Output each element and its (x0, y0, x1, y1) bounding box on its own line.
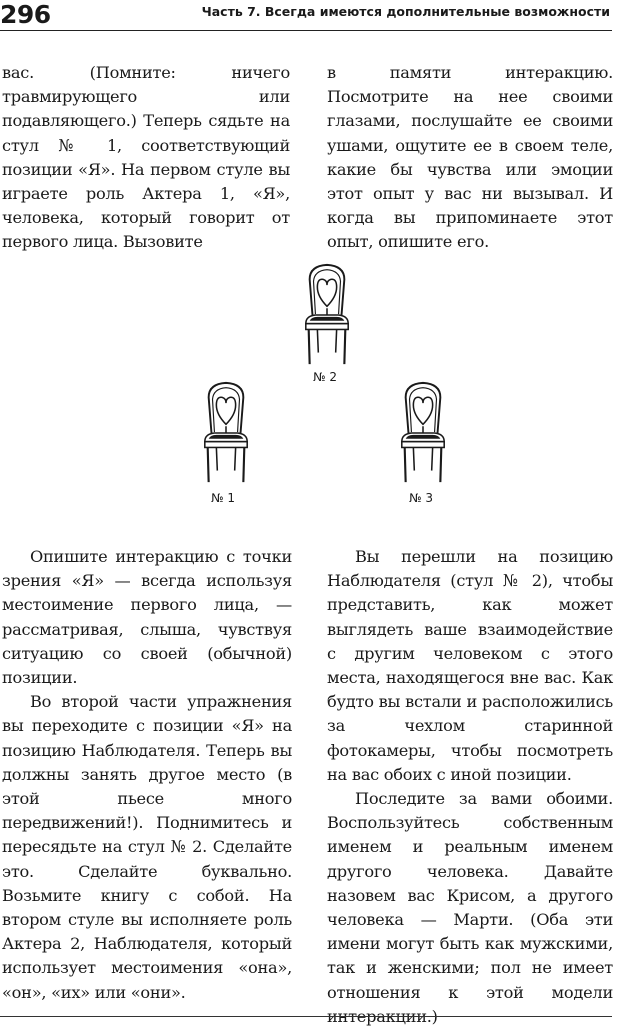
running-title: Часть 7. Всегда имеются дополнительные возможности (201, 4, 610, 19)
header-rule (0, 30, 612, 31)
paragraph: вас. (Помните: ничего травмирующего или подавляющего.) Теперь сядьте на стул № 1, соответствующий позиции «Я». На первом стуле вы играете роль Актера 1, «Я», человека, который говорит от первого лица. Вызовите (2, 63, 290, 252)
paragraph: Во второй части упражнения вы переходите с позиции «Я» на позицию Наблюдателя. Теперь вы должны занять другое место (в этой пьесе много передвижений!). Поднимитесь и пересядьте на стул № 2. Сделайте это. Сделайте буквально. Возьмите книгу с собой. На втором стуле вы исполняете роль Актера 2, Наблюдателя, который использует местоимения «она», «он», «их» или «они». (2, 692, 292, 1002)
chair-label-1: № 1 (211, 491, 235, 505)
chair-label-3: № 3 (409, 491, 433, 505)
paragraph: Последите за вами обоими. Воспользуйтесь собственным именем и реальным именем другого человека. Давайте назовем вас Крисом, а другого человека — Марти. (Оба эти имени могут быть как мужскими, так и женскими; пол не имеет отношения к этой модели интеракции.) (327, 789, 613, 1026)
text-column-top-left (2, 61, 290, 255)
chair-icon-2 (297, 262, 357, 368)
paragraph: Вы перешли на позицию Наблюдателя (стул № 2), чтобы представить, как может выглядеть ваше взаимодействие с другим человеком с этого места, находящегося вне вас. Как будто вы встали и расположились за чехлом старинной фотокамеры, чтобы посмотреть на вас обоих с иной позиции. (327, 547, 613, 784)
text-column-bottom-left (2, 545, 292, 1005)
chair-icon-1 (196, 380, 256, 486)
chair-label-2: № 2 (313, 370, 337, 384)
text-column-bottom-right (327, 545, 613, 1029)
page-number: 296 (0, 0, 51, 29)
chair-icon-3 (393, 380, 453, 486)
footer-rule (0, 1016, 612, 1017)
paragraph: Опишите интеракцию с точки зрения «Я» — всегда используя местоимение первого лица, — рассматривая, слыша, чувствуя ситуацию со своей (обычной) позиции. (2, 547, 292, 688)
text-column-top-right (327, 61, 613, 255)
paragraph: в памяти интеракцию. Посмотрите на нее своими глазами, послушайте ее своими ушами, ощутите ее в своем теле, какие бы чувства или эмоции этот опыт у вас ни вызывал. И когда вы припоминаете этот опыт, опишите его. (327, 63, 613, 252)
